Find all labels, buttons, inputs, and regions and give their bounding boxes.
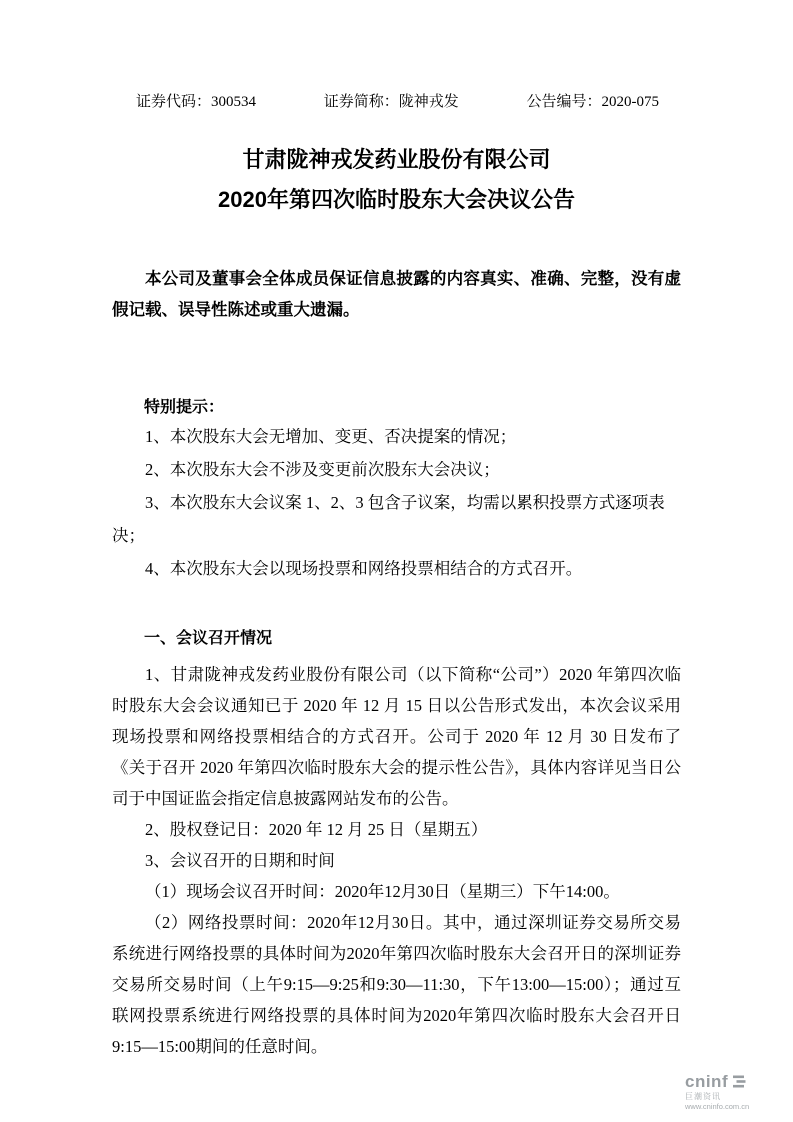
title-block bbox=[112, 140, 681, 220]
section1-paragraph-5: （2）网络投票时间：2020年12月30日。其中，通过深圳证券交易所交易系统进行网络投票的具体时间为2020年第四次临时股东大会召开日的深圳证券交易所交易时间（上午9:15—9:25和9:30—11:30，下午13:00—15:00）；通过互联网投票系统进行网络投票的具体时间为2020年第四次临时股东大会召开日9:15—15:00期间的任意时间。 bbox=[112, 913, 681, 1056]
cninfo-wave-icon bbox=[730, 1073, 748, 1091]
special-notice-item-4: 4、本次股东大会以现场投票和网络投票相结合的方式召开。 bbox=[145, 559, 583, 578]
board-declaration: 本公司及董事会全体成员保证信息披露的内容真实、准确、完整，没有虚假记载、误导性陈述或重大遗漏。 bbox=[112, 270, 681, 319]
doc-title-line1: 甘肃陇神戎发药业股份有限公司 bbox=[242, 147, 551, 172]
section1-paragraph-1: 1、甘肃陇神戎发药业股份有限公司（以下简称“公司”）2020 年第四次临时股东大会会议通知已于 2020 年 12 月 15 日以公告形式发出，本次会议采用现场投票和网络投票相结合的方式召开。公司于 2020 年 12 月 30 日发布了《关于召开 2020 年第四次临时股东大会的提示性公告》，具体内容详见当日公司于中国证监会指定信息披露网站发布的公告。 bbox=[112, 665, 681, 808]
special-notice-item-3: 3、本次股东大会议案 1、2、3 包含子议案，均需以累积投票方式逐项表决； bbox=[112, 493, 665, 545]
cninfo-logo-row bbox=[685, 1072, 777, 1092]
special-notice-item-1: 1、本次股东大会无增加、变更、否决提案的情况； bbox=[145, 427, 517, 446]
cninfo-logo bbox=[685, 1072, 777, 1112]
cninfo-logo-subtitle: 巨潮资讯 bbox=[685, 1092, 721, 1101]
stock-short-name: 证券简称：陇神戎发 bbox=[323, 94, 459, 110]
stock-code: 证券代码：300534 bbox=[136, 94, 257, 110]
cninfo-logo-url: www.cninfo.com.cn bbox=[685, 1102, 750, 1111]
section1-paragraph-3: 3、会议召开的日期和时间 bbox=[145, 851, 335, 870]
announcement-number: 公告编号：2020-075 bbox=[526, 94, 659, 110]
special-notice-heading: 特别提示： bbox=[144, 399, 225, 416]
section1-heading: 一、会议召开情况 bbox=[144, 630, 273, 647]
doc-title-line2: 2020年第四次临时股东大会决议公告 bbox=[218, 187, 575, 212]
special-notice-item-2: 2、本次股东大会不涉及变更前次股东大会决议； bbox=[145, 460, 500, 479]
section1-paragraph-2: 2、股权登记日：2020 年 12 月 25 日（星期五） bbox=[145, 820, 488, 839]
section1-paragraph-4: （1）现场会议召开时间：2020年12月30日（星期三）下午14:00。 bbox=[145, 882, 620, 901]
doc-header bbox=[112, 92, 681, 112]
cninfo-logo-text: cninf bbox=[685, 1072, 729, 1091]
